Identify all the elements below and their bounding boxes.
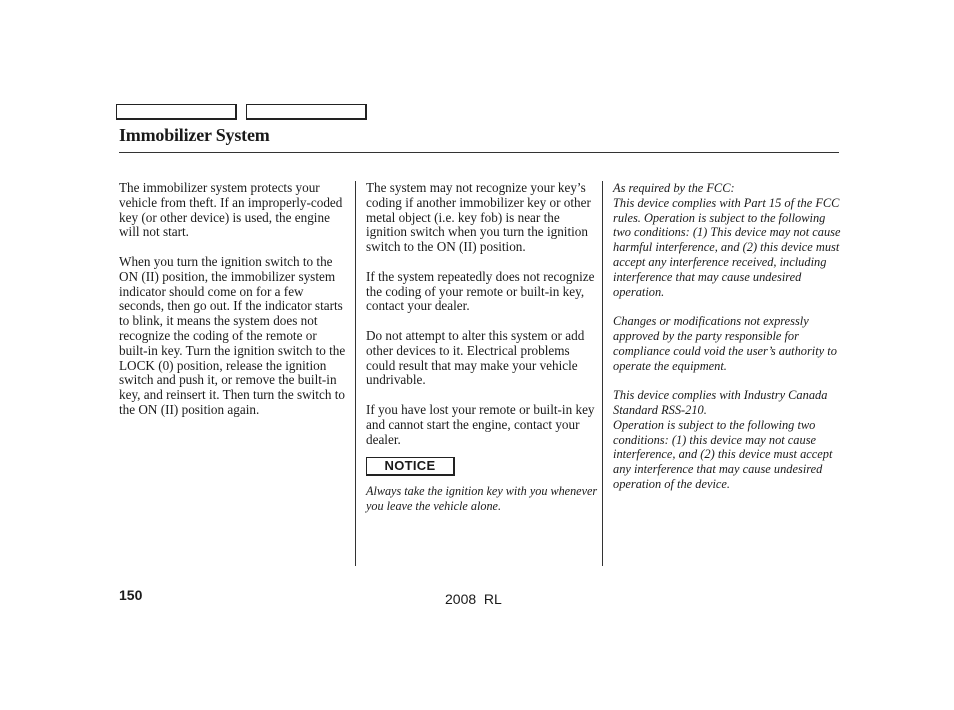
nav-button-previous[interactable] [116,104,237,120]
alter-paragraph: Do not attempt to alter this system or add other devices to it. Electrical problems could result that may make your vehicle undrivable. [366,327,585,388]
intro-paragraph: The immobilizer system protects your vehicle from theft. If an improperly-coded key (or other device) is used, the engine will not start. [119,180,343,240]
column-divider [355,181,356,566]
column-left [119,181,347,433]
notice-text: Always take the ignition key with you whenever you leave the vehicle alone. [366,484,598,514]
fcc-heading: As required by the FCC: [613,181,735,195]
repeat-paragraph: If the system repeatedly does not recognize the coding of your remote or built-in key, contact your dealer. [366,268,595,314]
industry-canada-paragraph: This device complies with Industry Canada Standard RSS-210. [613,388,828,417]
title-divider [119,152,839,153]
recognition-paragraph: The system may not recognize your key’s coding if another immobilizer key or other metal object (i.e. key fob) is near the ignition switch when you turn the ignition switch to the ON (II) position. [366,180,591,255]
nav-button-next[interactable] [246,104,367,120]
indicator-paragraph: When you turn the ignition switch to the ON (II) position, the immobilizer system indicator should come on for a few seconds, then go out. If the indicator starts to blink, it means the system does not recognize the coding of the remote or built-in key. Turn the ignition switch to the LOCK (0) position, release the ignition switch and push it, or remove the built-in key, and reinsert it. Then turn the switch to the ON (II) position again. [119,253,346,417]
fcc-body: This device complies with Part 15 of the FCC rules. Operation is subject to the following two conditions: (1) This device may not cause harmful interference, and (2) this device must accept any interference received, including interference that may cause undesired operation. [613,195,841,299]
column-divider [602,181,603,566]
page-number: 150 [119,587,143,603]
column-middle [366,181,598,529]
page-title: Immobilizer System [119,125,270,145]
footer-model: 2008 RL [445,591,502,607]
notice-badge: NOTICE [366,457,455,476]
changes-paragraph: Changes or modifications not expressly approved by the party responsible for compliance could void the user’s authority to operate the equipment. [613,314,837,373]
lost-key-paragraph: If you have lost your remote or built-in key and cannot start the engine, contact your dealer. [366,401,595,447]
column-right [613,181,845,507]
operation-paragraph: Operation is subject to the following two conditions: (1) this device may not cause interference, and (2) this device must accept any interference that may cause undesired operation of the device. [613,417,833,491]
